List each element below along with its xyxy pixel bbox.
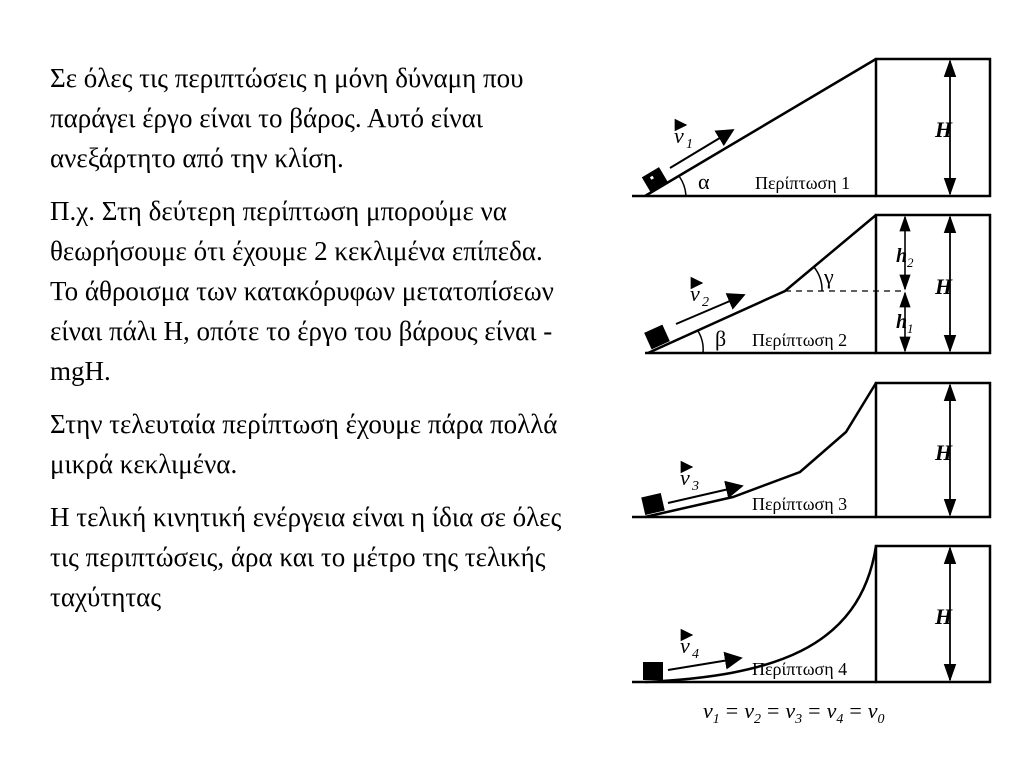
svg-text:v: v (680, 465, 690, 490)
case-label: Περίπτωση 3 (752, 494, 848, 514)
height-label: H (935, 440, 953, 465)
case-label: Περίπτωση 2 (752, 330, 848, 350)
panel-case-1 (632, 59, 990, 196)
velocity-label (674, 123, 693, 152)
height-label: H (935, 274, 953, 299)
angle-arc-bottom (698, 331, 703, 353)
velocity-label (690, 281, 709, 310)
panel-case-2 (644, 215, 990, 353)
velocity-arrow (676, 295, 744, 324)
svg-text:2: 2 (702, 295, 709, 310)
h2-label (896, 245, 914, 270)
panel-case-4 (632, 546, 990, 682)
svg-text:v: v (690, 281, 700, 306)
block (641, 493, 664, 515)
svg-text:v: v (680, 633, 690, 658)
wall-block (876, 215, 990, 353)
angle-arc-top (814, 267, 822, 291)
h1-label (896, 311, 914, 336)
paragraph-2: Π.χ. Στη δεύτερη περίπτωση μπορούμε να θεωρήσουμε ότι έχουμε 2 κεκλιμένα επίπεδα. Το άθροισμα των κατακόρυφων μετατοπίσεων είναι πάλι Η, οπότε το έργο του βάρους είναι -mgH. (50, 196, 554, 386)
velocity-label (680, 465, 699, 494)
velocity-equation: $v_1 = v_2 = v_3 = v_4 = v_0$ (703, 698, 885, 727)
svg-text:4: 4 (692, 647, 699, 662)
svg-text:h: h (896, 311, 908, 333)
angle-label-bottom: β (715, 326, 727, 351)
wall-block (876, 546, 990, 682)
block (643, 662, 663, 680)
case-label: Περίπτωση 4 (752, 659, 848, 679)
case-label: Περίπτωση 1 (755, 173, 851, 193)
height-label: H (935, 117, 953, 142)
paragraph-1: Σε όλες τις περιπτώσεις η μόνη δύναμη που παράγει έργο είναι το βάρος. Αυτό είναι ανεξάρτητο από την κλίση. (50, 63, 524, 173)
paragraph-3: Στην τελευταία περίπτωση έχουμε πάρα πολλά μικρά κεκλιμένα. (50, 409, 558, 479)
panel-case-3 (632, 383, 990, 517)
paragraph-4: Η τελική κινητική ενέργεια είναι η ίδια σε όλες τις περιπτώσεις, άρα και το μέτρο της τελικής ταχύτητας (50, 502, 562, 612)
svg-text:1: 1 (686, 137, 693, 152)
angle-label-top: γ (824, 264, 834, 289)
block (642, 167, 668, 193)
svg-text:v: v (674, 123, 684, 148)
wall-block (876, 59, 990, 196)
svg-text:h: h (896, 245, 908, 267)
angle-arc (679, 176, 686, 196)
svg-text:1: 1 (907, 321, 914, 336)
height-label: H (935, 604, 953, 629)
svg-text:3: 3 (692, 479, 699, 494)
wall-block (876, 383, 990, 517)
angle-label: α (698, 169, 710, 194)
velocity-arrow (668, 658, 741, 670)
velocity-label (680, 633, 699, 662)
svg-text:2: 2 (907, 255, 914, 270)
